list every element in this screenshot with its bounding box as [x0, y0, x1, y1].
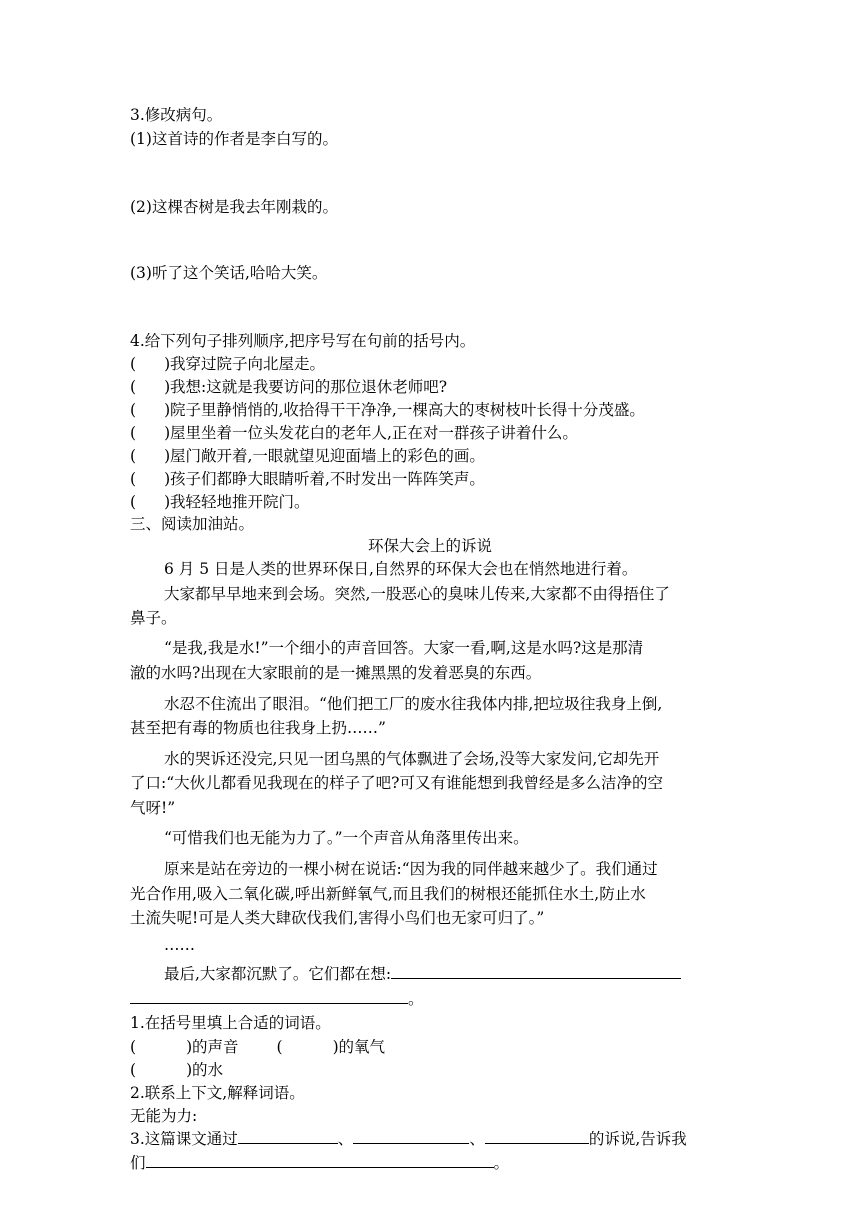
answer-paren[interactable]: ( )	[130, 355, 171, 373]
article-line: 原来是站在旁边的一棵小树在说话:“因为我的同伴越来越少了。我们通过	[164, 860, 658, 878]
order-item: ( )我想:这就是我要访问的那位退休老师吧?	[130, 378, 448, 396]
q3-line: 们 。	[130, 1154, 510, 1172]
answer-paren[interactable]: ( )	[130, 470, 171, 488]
article-line: 大家都早早地来到会场。突然,一股恶心的臭味儿传来,大家都不由得捂住了	[164, 585, 670, 603]
part3-heading: 三、阅读加油站。	[130, 515, 255, 533]
article-line: ……	[164, 936, 195, 954]
answer-blank[interactable]	[353, 1128, 469, 1144]
answer-blank[interactable]	[238, 1128, 338, 1144]
q2-heading: 2.联系上下文,解释词语。	[130, 1084, 305, 1102]
q1-row: ( )的声音 ( )的氧气	[130, 1038, 386, 1056]
section4-heading: 4.给下列句子排列顺序,把序号写在句前的括号内。	[130, 332, 476, 350]
sentence-item-2: (2)这棵杏树是我去年刚栽的。	[130, 198, 338, 216]
order-item: ( )屋门敞开着,一眼就望见迎面墙上的彩色的画。	[130, 447, 485, 465]
q3-line: 3.这篇课文通过 、 、 的诉说,告诉我	[130, 1130, 687, 1148]
order-item: ( )我穿过院子向北屋走。	[130, 355, 326, 373]
article-line: 水的哭诉还没完,只见一团乌黑的气体飘进了会场,没等大家发问,它却先开	[164, 750, 660, 768]
article-line: “可惜我们也无能为力了。”一个声音从角落里传出来。	[164, 829, 529, 847]
article-line: 了口:“大伙儿都看见我现在的样子了吧?可又有谁能想到我曾经是多么洁净的空	[130, 774, 663, 792]
answer-paren[interactable]: ( )	[130, 1061, 193, 1079]
q1-heading: 1.在括号里填上合适的词语。	[130, 1014, 331, 1032]
section3-heading: 3.修改病句。	[130, 106, 223, 124]
answer-paren[interactable]: ( )	[130, 401, 171, 419]
order-item: ( )孩子们都睁大眼睛听着,不时发出一阵阵笑声。	[130, 470, 485, 488]
article-line: 最后,大家都沉默了。它们都在想:	[164, 963, 681, 985]
answer-blank[interactable]	[130, 988, 408, 1004]
answer-line: 。	[130, 988, 424, 1010]
order-item: ( )我轻轻地推开院门。	[130, 493, 310, 511]
article-line: 6 月 5 日是人类的世界环保日,自然界的环保大会也在悄然地进行着。	[164, 560, 638, 578]
sentence-item-1: (1)这首诗的作者是李白写的。	[130, 130, 338, 148]
q1-row: ( )的水	[130, 1061, 224, 1079]
answer-paren[interactable]: ( )	[130, 424, 171, 442]
q2-term: 无能为力:	[130, 1107, 198, 1125]
article-line: 气呀!”	[130, 799, 176, 817]
answer-paren[interactable]: ( )	[130, 378, 171, 396]
order-item: ( )屋里坐着一位头发花白的老年人,正在对一群孩子讲着什么。	[130, 424, 578, 442]
article-line: “是我,我是水!”一个细小的声音回答。大家一看,啊,这是水吗?这是那清	[164, 639, 644, 657]
sentence-item-3: (3)听了这个笑话,哈哈大笑。	[130, 264, 328, 282]
article-line: 鼻子。	[130, 609, 177, 627]
answer-blank[interactable]	[146, 1152, 494, 1168]
answer-paren[interactable]: ( )	[276, 1038, 339, 1056]
answer-blank[interactable]	[485, 1128, 589, 1144]
answer-paren[interactable]: ( )	[130, 493, 171, 511]
article-title: 环保大会上的诉说	[367, 537, 492, 555]
article-line: 土流失呢!可是人类大肆砍伐我们,害得小鸟们也无家可归了。”	[130, 909, 545, 927]
answer-paren[interactable]: ( )	[130, 1038, 193, 1056]
article-line: 水忍不住流出了眼泪。“他们把工厂的废水往我体内排,把垃圾往我身上倒,	[164, 695, 663, 713]
order-item: ( )院子里静悄悄的,收拾得干干净净,一棵高大的枣树枝叶长得十分茂盛。	[130, 401, 645, 419]
answer-blank[interactable]	[391, 963, 681, 979]
article-line: 光合作用,吸入二氧化碳,呼出新鲜氧气,而且我们的树根还能抓住水土,防止水	[130, 885, 646, 903]
answer-paren[interactable]: ( )	[130, 447, 171, 465]
article-line: 澈的水吗?出现在大家眼前的是一摊黑黑的发着恶臭的东西。	[130, 664, 542, 682]
article-line: 甚至把有毒的物质也往我身上扔……”	[130, 719, 386, 737]
